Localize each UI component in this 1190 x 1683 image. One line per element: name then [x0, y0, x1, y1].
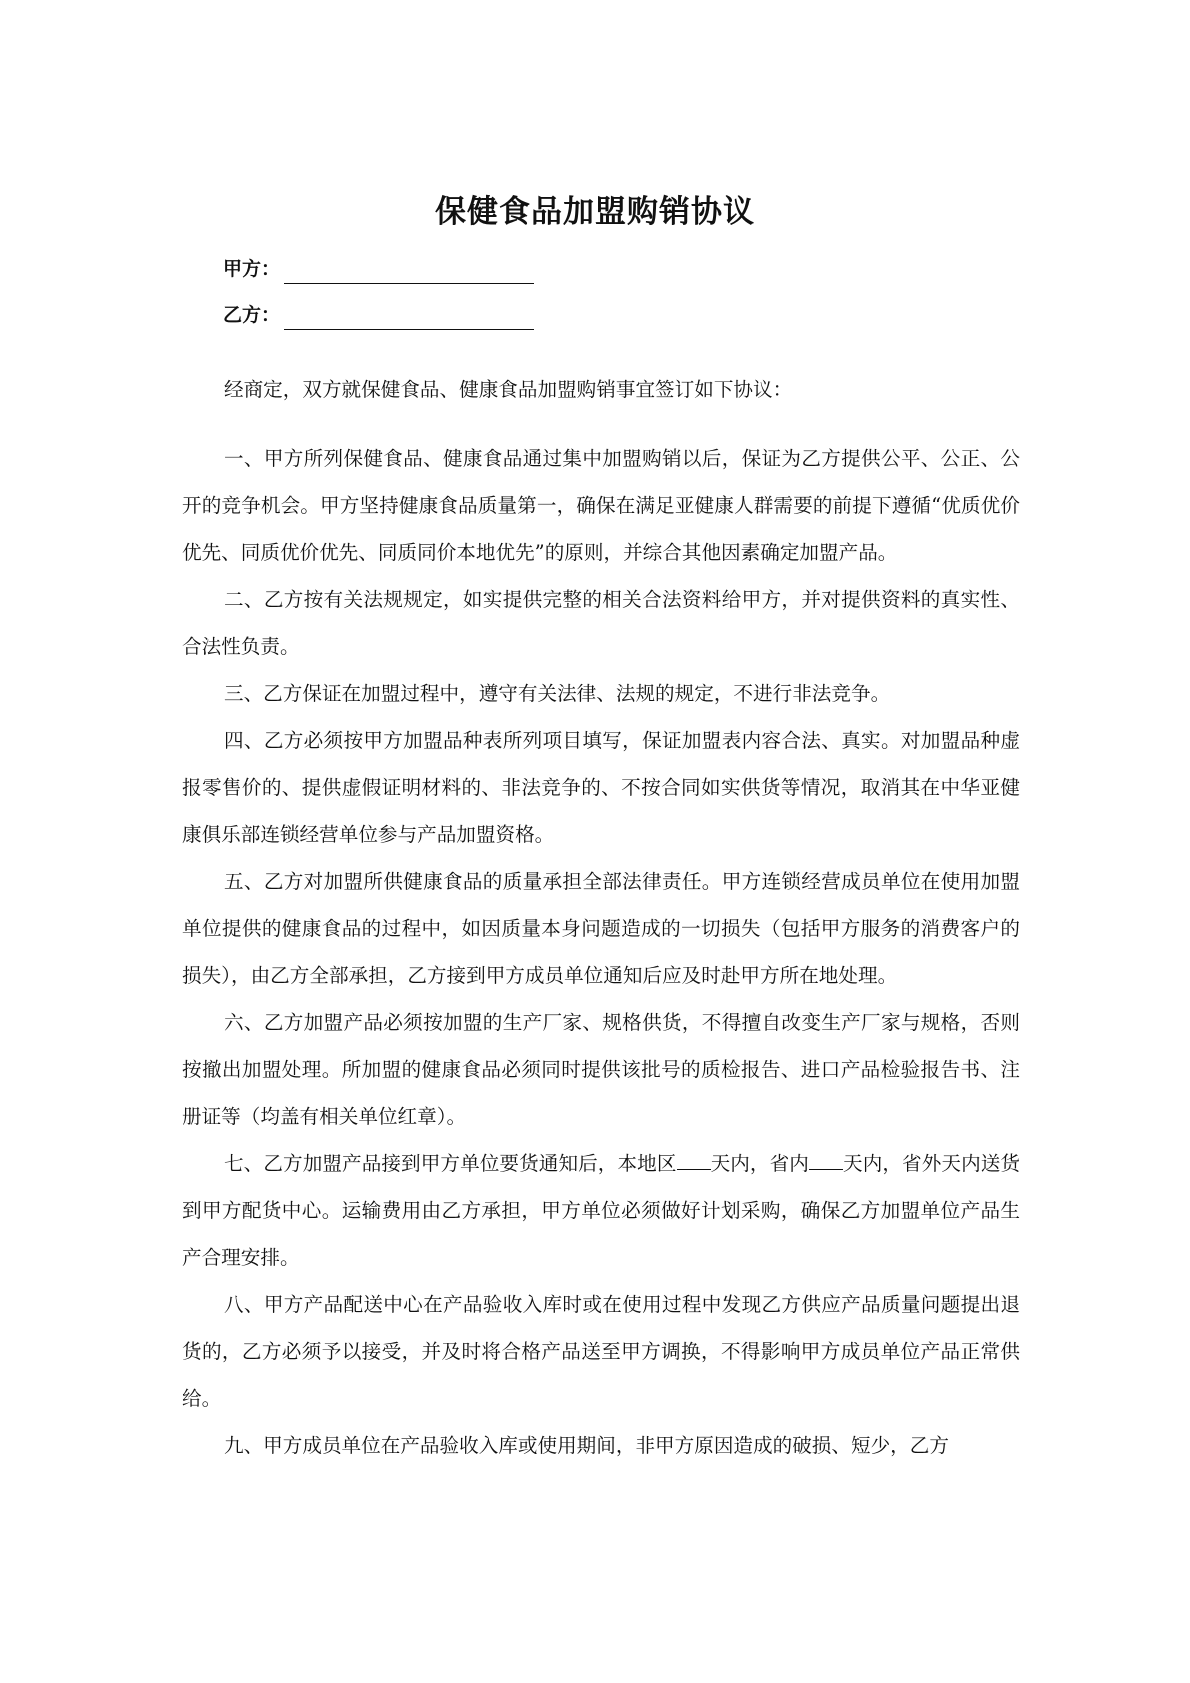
party-b-line [223, 300, 534, 330]
clauses-section [182, 435, 1020, 1469]
clause-4: 四、乙方必须按甲方加盟品种表所列项目填写，保证加盟表内容合法、真实。对加盟品种虚报零售价的、提供虚假证明材料的、非法竞争的、不按合同如实供货等情况，取消其在中华亚健康俱乐部连锁经营单位参与产品加盟资格。 [182, 729, 1020, 846]
intro-paragraph: 经商定，双方就保健食品、健康食品加盟购销事宜签订如下协议： [224, 378, 793, 401]
clause-8: 八、甲方产品配送中心在产品验收入库时或在使用过程中发现乙方供应产品质量问题提出退货的，乙方必须予以接受，并及时将合格产品送至甲方调换，不得影响甲方成员单位产品正常供给。 [182, 1293, 1020, 1410]
local-days-blank [677, 1149, 711, 1170]
clause-3: 三、乙方保证在加盟过程中，遵守有关法律、法规的规定，不进行非法竞争。 [224, 682, 891, 705]
province-days-blank [809, 1149, 843, 1170]
clause-7-part-3: 天内，省外天内送货到甲方配货中心。运输费用由乙方承担，甲方单位必须做好计划采购，确保乙方加盟单位产品生产合理安排。 [182, 1152, 1021, 1269]
clause-7-part-1: 七、乙方加盟产品接到甲方单位要货通知后，本地区 [224, 1152, 677, 1175]
clause-5: 五、乙方对加盟所供健康食品的质量承担全部法律责任。甲方连锁经营成员单位在使用加盟单位提供的健康食品的过程中，如因质量本身问题造成的一切损失（包括甲方服务的消费客户的损失），由乙方全部承担，乙方接到甲方成员单位通知后应及时赴甲方所在地处理。 [182, 870, 1020, 987]
party-b-blank [284, 307, 534, 330]
party-b-label: 乙方： [223, 304, 281, 326]
clause-9: 九、甲方成员单位在产品验收入库或使用期间，非甲方原因造成的破损、短少，乙方 [224, 1434, 949, 1457]
party-a-line [223, 254, 534, 284]
document-title: 保健食品加盟购销协议 [435, 194, 755, 230]
clause-1: 一、甲方所列保健食品、健康食品通过集中加盟购销以后，保证为乙方提供公平、公正、公开的竞争机会。甲方坚持健康食品质量第一，确保在满足亚健康人群需要的前提下遵循“优质优价优先、同质优价优先、同质同价本地优先”的原则，并综合其他因素确定加盟产品。 [182, 447, 1020, 564]
clause-7-part-2: 天内，省内 [710, 1152, 809, 1175]
party-a-label: 甲方： [223, 258, 281, 280]
clause-7 [182, 1140, 1020, 1281]
party-a-blank [284, 261, 534, 284]
clause-2: 二、乙方按有关法规规定，如实提供完整的相关合法资料给甲方，并对提供资料的真实性、合法性负责。 [182, 588, 1020, 658]
clause-6: 六、乙方加盟产品必须按加盟的生产厂家、规格供货，不得擅自改变生产厂家与规格，否则按撤出加盟处理。所加盟的健康食品必须同时提供该批号的质检报告、进口产品检验报告书、注册证等（均盖有相关单位红章）。 [182, 1011, 1020, 1128]
